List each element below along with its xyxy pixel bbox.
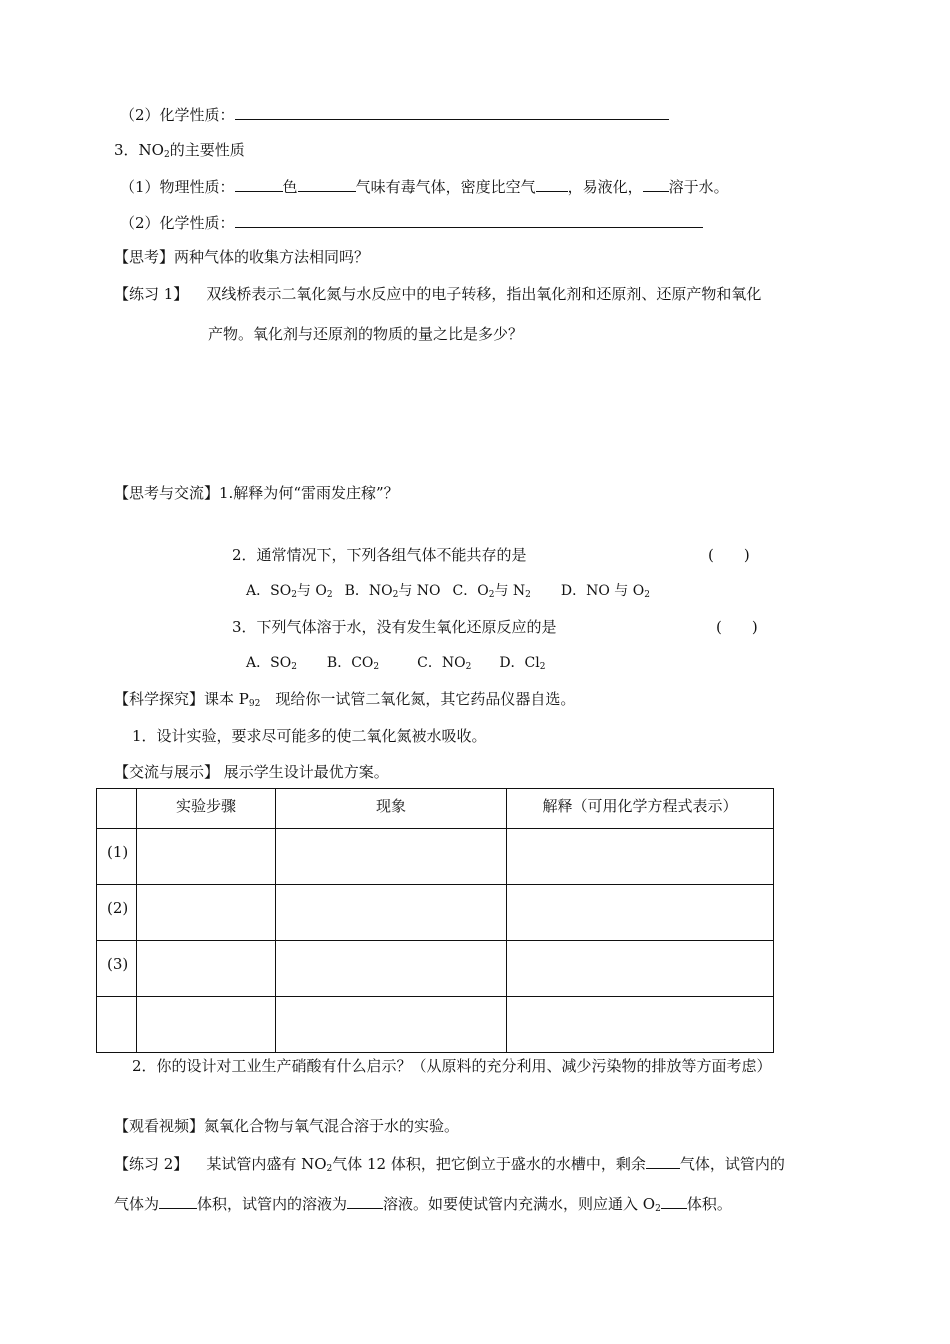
table-header: 实验步骤: [137, 789, 276, 829]
option-b[interactable]: B．$CO_2$: [326, 655, 380, 672]
industry-question: 2．你的设计对工业生产硝酸有什么启示？（从原料的充分利用、减少污染物的排放等方面考虑）: [132, 1057, 772, 1075]
option-a[interactable]: A．$SO_2$与 $O_2$: [246, 583, 333, 600]
table-cell[interactable]: [276, 885, 507, 941]
answer-paren[interactable]: ( ): [716, 618, 758, 636]
answer-blank[interactable]: [235, 104, 669, 120]
row-number: (2): [97, 885, 137, 941]
physical-property-line: （1）物理性质： 色 气味有毒气体，密度比空气 ，易液化， 溶于水。: [120, 178, 729, 196]
row-number: (3): [97, 941, 137, 997]
chem-property-line-2: （2）化学性质：: [120, 212, 703, 233]
table-cell[interactable]: [137, 997, 276, 1053]
option-d[interactable]: D．$Cl_2$: [499, 655, 546, 672]
table-cell[interactable]: [137, 885, 276, 941]
table-cell[interactable]: [507, 829, 774, 885]
answer-blank[interactable]: [159, 1193, 197, 1209]
table-header: 现象: [276, 789, 507, 829]
option-c[interactable]: C．$O_2$与 $N_2$: [452, 583, 531, 600]
design-task: 1．设计实验，要求尽可能多的使二氧化氮被水吸收。: [132, 727, 487, 745]
answer-blank[interactable]: [536, 176, 568, 192]
row-number: [97, 997, 137, 1053]
chem-property-line-1: （2）化学性质：: [120, 104, 669, 125]
section-no2-heading: 3．$NO_2$的主要性质: [114, 141, 245, 160]
table-header: [97, 789, 137, 829]
answer-blank[interactable]: [347, 1193, 383, 1209]
table-header: 解释（可用化学方程式表示）: [507, 789, 774, 829]
option-c[interactable]: C．$NO_2$: [417, 655, 472, 672]
table-cell[interactable]: [507, 885, 774, 941]
option-d[interactable]: D．NO 与 $O_2$: [560, 583, 650, 600]
experiment-table: [96, 788, 774, 1053]
answer-blank[interactable]: [646, 1153, 680, 1169]
table-row: [97, 997, 774, 1053]
exercise-2: 【练习 2】 某试管内盛有 $NO_2$气体 12 体积，把它倒立于盛水的水槽中，剩余 气体，试管内的: [114, 1155, 785, 1174]
table-cell[interactable]: [276, 997, 507, 1053]
table-cell[interactable]: [276, 829, 507, 885]
table-row: [97, 829, 774, 885]
exercise-1: 【练习 1】 双线桥表示二氧化氮与水反应中的电子转移，指出氧化剂和还原剂、还原产物和氧化: [114, 285, 762, 303]
row-number: (1): [97, 829, 137, 885]
table-cell[interactable]: [137, 829, 276, 885]
table-cell[interactable]: [507, 997, 774, 1053]
watch-video: 【观看视频】氮氧化合物与氧气混合溶于水的实验。: [114, 1117, 460, 1135]
option-b[interactable]: B．$NO_2$与 NO: [344, 583, 441, 600]
table-cell[interactable]: [507, 941, 774, 997]
option-a[interactable]: A．$SO_2$: [246, 655, 297, 672]
answer-blank[interactable]: [661, 1193, 687, 1209]
share-show: 【交流与展示】 展示学生设计最优方案。: [114, 763, 389, 781]
table-header-row: [97, 789, 774, 829]
question-3-options: [246, 653, 545, 677]
answer-blank[interactable]: [643, 176, 669, 192]
think-exchange: 【思考与交流】1.解释为何“雷雨发庄稼”？: [114, 484, 399, 502]
exercise-2-cont: 气体为 体积，试管内的溶液为 溶液。如要使试管内充满水，则应通入 $O_2$ 体积。: [114, 1195, 732, 1214]
answer-blank[interactable]: [235, 176, 283, 192]
table-cell[interactable]: [276, 941, 507, 997]
question-2: 2．通常情况下，下列各组气体不能共存的是: [232, 546, 527, 564]
answer-paren[interactable]: ( ): [708, 546, 750, 564]
science-inquiry: 【科学探究】课本 $P_{92}$ 现给你一试管二氧化氮，其它药品仪器自选。: [114, 690, 576, 709]
question-2-options: [246, 581, 650, 605]
table-cell[interactable]: [137, 941, 276, 997]
answer-blank[interactable]: [235, 212, 703, 228]
table-row: [97, 941, 774, 997]
think-collection: 【思考】两种气体的收集方法相同吗？: [114, 248, 370, 266]
table-row: [97, 885, 774, 941]
exercise-1-cont: 产物。氧化剂与还原剂的物质的量之比是多少？: [208, 325, 524, 343]
answer-blank[interactable]: [298, 176, 356, 192]
question-3: 3．下列气体溶于水，没有发生氧化还原反应的是: [232, 618, 557, 636]
